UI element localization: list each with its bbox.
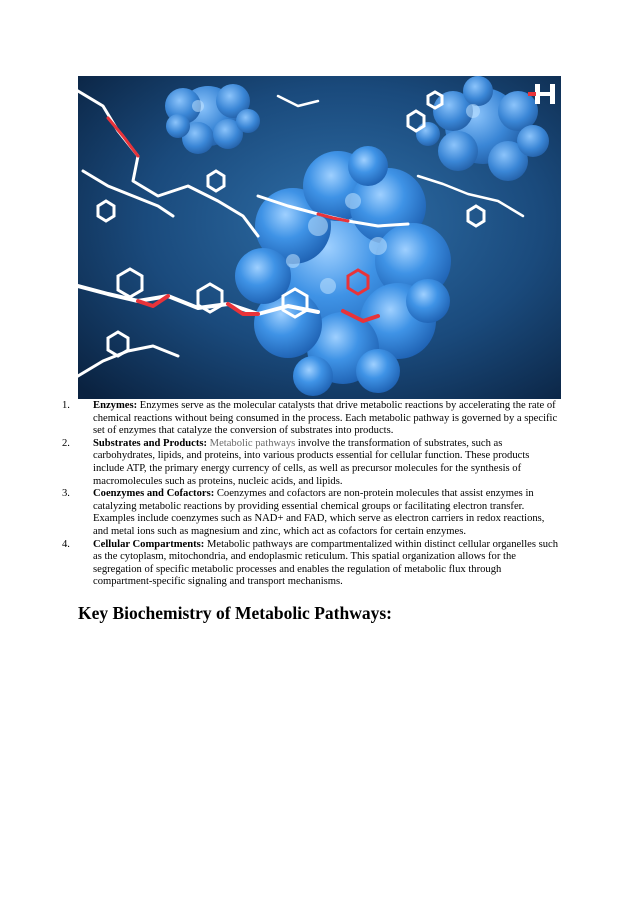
- list-item-term: Substrates and Products:: [93, 437, 207, 449]
- hero-image: [78, 76, 561, 399]
- list-item-term: Coenzymes and Cofactors:: [93, 488, 215, 500]
- list-item-text: Enzymes serve as the molecular catalysts that drive metabolic reactions by accelerating the rate of chemical reactions without being consumed in the process. Each metabolic pathway is governed by a specific set of enzymes that catalyze the conversion of substrates into products.: [93, 400, 558, 437]
- list-number: 4.: [62, 538, 70, 550]
- list-item-text: Coenzymes and cofactors are non-protein molecules that assist enzymes in catalyzing metabolic reactions by providing essential chemical groups or facilitating electron transfer. Examples include coenzymes such as NAD+ and FAD, which serve as electron carriers in redox reactions, and metal ions such as magnesium and zinc, which act as cofactors for certain enzymes.: [93, 488, 545, 537]
- section-heading: Key Biochemistry of Metabolic Pathways:: [78, 603, 392, 623]
- list-item: [62, 539, 562, 589]
- list-number: 2.: [62, 437, 70, 449]
- list-item-text-continued: involve the transformation of substrates, such as carbohydrates, lipids, and proteins, into various products essential for cellular function. These products include ATP, the primary energy currency of cells, as well as precursor molecules for the synthesis of macromolecules such as proteins, nucleic acids, and lipids.: [93, 437, 530, 487]
- protein-enzyme-illustration: [78, 76, 561, 399]
- list-item: [62, 438, 562, 488]
- list-item-text: Metabolic pathways are compartmentalized within distinct cellular organelles such as the cytoplasm, mitochondria, and endoplasmic reticulum. This spatial organization allows for the segregation of specific metabolic processes and enables the regulation of metabolic flux through compartment-specific signaling and transport mechanisms.: [93, 538, 559, 588]
- list-number: 1.: [62, 400, 70, 411]
- list-item: [62, 488, 562, 538]
- list-item: [62, 400, 562, 438]
- list-item-term: Cellular Compartments:: [93, 538, 205, 550]
- metabolic-pathways-link[interactable]: Metabolic pathways: [209, 437, 296, 449]
- metabolic-components-list: [62, 400, 562, 589]
- list-item-term: Enzymes:: [93, 400, 138, 411]
- list-number: 3.: [62, 488, 70, 500]
